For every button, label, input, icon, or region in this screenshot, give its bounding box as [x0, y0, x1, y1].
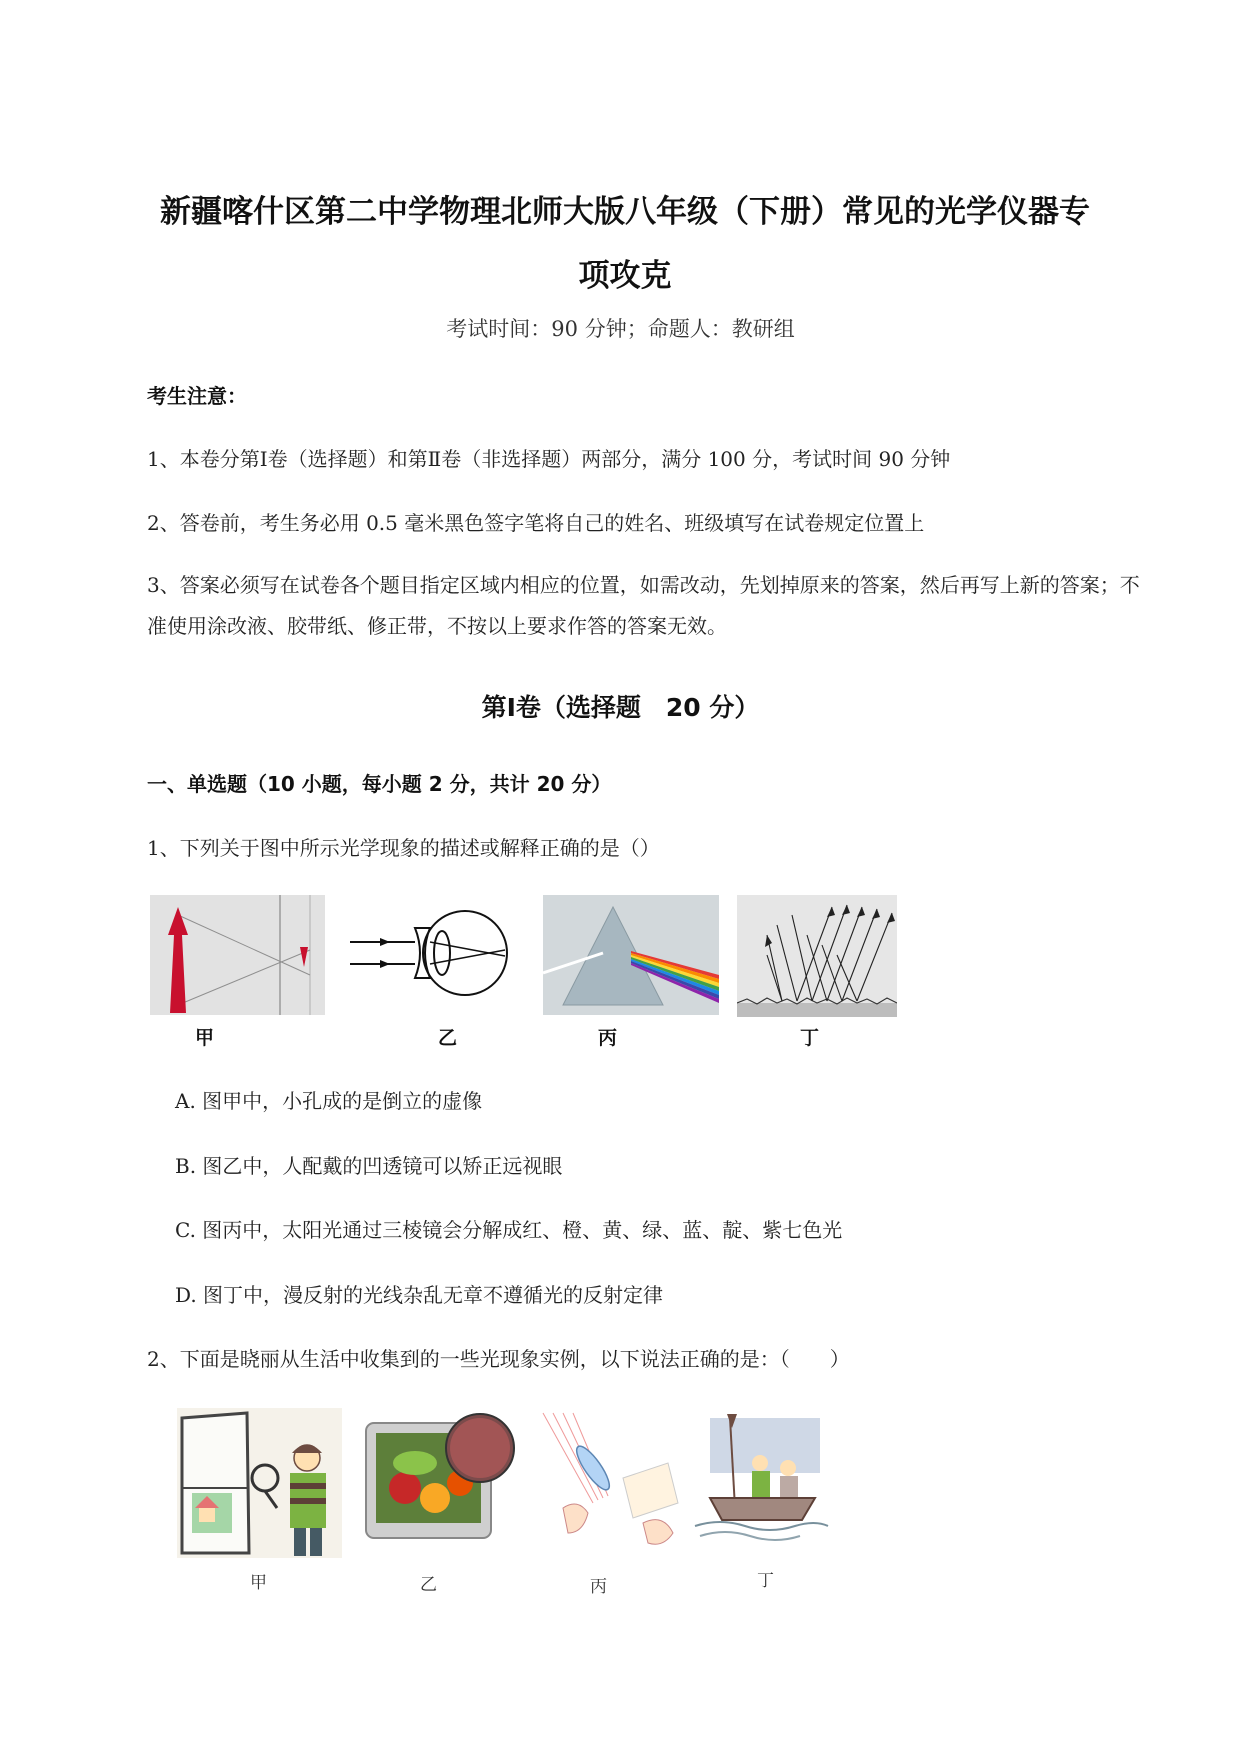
q2-caption-ding: 丁 — [757, 1571, 774, 1591]
figure-lens-focus — [538, 1408, 688, 1553]
q1-option-c[interactable]: C. 图丙中，太阳光通过三棱镜会分解成红、橙、黄、绿、蓝、靛、紫七色光 — [175, 1218, 843, 1242]
question-1-stem: 1、下列关于图中所示光学现象的描述或解释正确的是（） — [147, 836, 660, 860]
q1-option-d[interactable]: D. 图丁中，漫反射的光线杂乱无章不遵循光的反射定律 — [175, 1283, 664, 1307]
document-title-line-1: 新疆喀什区第二中学物理北师大版八年级（下册）常见的光学仪器专 — [160, 194, 1090, 230]
q1-option-a[interactable]: A. 图甲中，小孔成的是倒立的虚像 — [175, 1089, 483, 1113]
figure-diffuse-reflection — [737, 895, 897, 1017]
q1-option-b[interactable]: B. 图乙中，人配戴的凹透镜可以矫正远视眼 — [175, 1154, 563, 1178]
document-title-line-2: 项攻克 — [578, 258, 672, 294]
figure-tv-screen — [360, 1408, 520, 1548]
q1-caption-bing: 丙 — [598, 1027, 618, 1049]
notice-heading: 考生注意： — [147, 384, 247, 408]
part-heading: 一、单选题（10 小题，每小题 2 分，共计 20 分） — [147, 772, 612, 796]
figure-boat-fishing — [690, 1408, 830, 1553]
figure-eye-lens — [345, 898, 520, 1008]
notice-item-3: 3、答案必须写在试卷各个题目指定区域内相应的位置，如需改动，先划掉原来的答案，然后再写上新的答案；不准使用涂改液、胶带纸、修正带，不按以上要求作答的答案无效。 — [147, 573, 1140, 638]
q2-caption-jia: 甲 — [250, 1573, 267, 1593]
q1-caption-yi: 乙 — [438, 1027, 458, 1049]
figure-pinhole-image — [150, 895, 325, 1015]
question-2-stem: 2、下面是晓丽从生活中收集到的一些光现象实例，以下说法正确的是：（ ） — [147, 1347, 850, 1371]
exam-info: 考试时间：90 分钟；命题人：教研组 — [446, 317, 795, 341]
section-title: 第Ⅰ卷（选择题 20 分） — [481, 693, 760, 722]
q2-caption-yi: 乙 — [420, 1575, 437, 1595]
q1-caption-ding: 丁 — [800, 1027, 820, 1049]
figure-boy-magnifier — [177, 1408, 342, 1558]
notice-item-1: 1、本卷分第Ⅰ卷（选择题）和第Ⅱ卷（非选择题）两部分，满分 100 分，考试时间 90 分钟 — [147, 447, 951, 471]
figure-prism-dispersion — [543, 895, 719, 1015]
q2-caption-bing: 丙 — [590, 1577, 607, 1597]
q1-caption-jia: 甲 — [195, 1027, 215, 1049]
notice-item-2: 2、答卷前，考生务必用 0.5 毫米黑色签字笔将自己的姓名、班级填写在试卷规定位置上 — [147, 511, 925, 535]
